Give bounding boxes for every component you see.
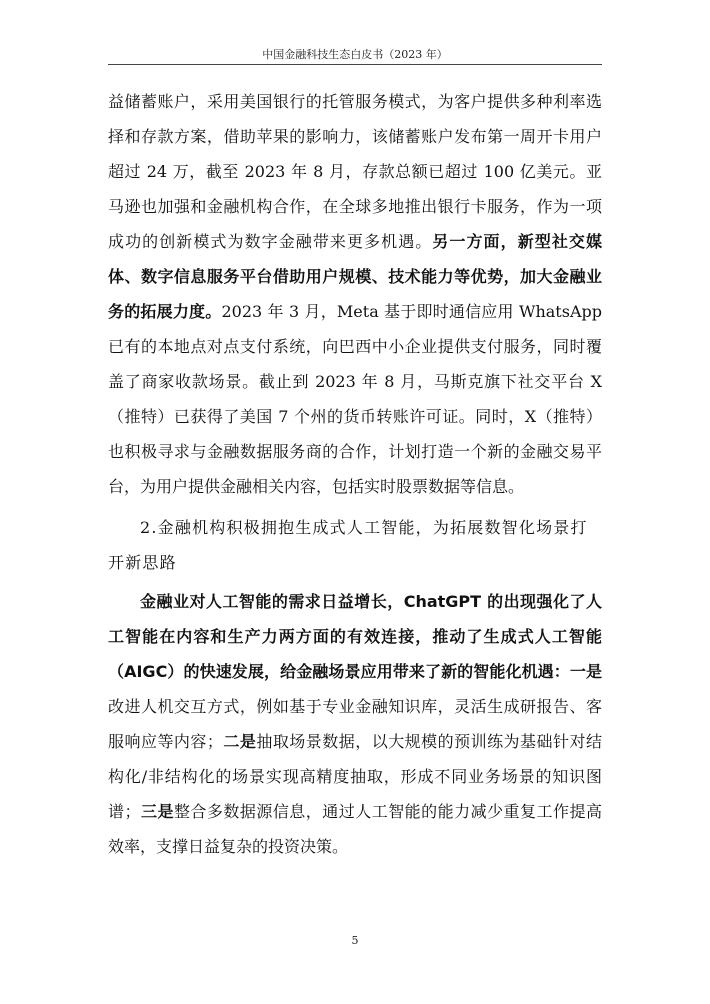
header-title: 中国金融科技生态白皮书（2023 年） — [262, 48, 448, 61]
page-header — [108, 46, 602, 65]
paragraph-1 — [108, 84, 602, 504]
point-1-text: 改进人机交互方式，例如基于专业金融知识库，灵活生成研报告、客服响应等内容； — [108, 697, 602, 751]
point-3-label: 三是 — [140, 802, 174, 821]
point-2-text: 抽取场景数据，以大规模的预训练为基础针对结构化/非结构化的场景实现高精度抽取，形成不同业务场景的知识图谱； — [108, 732, 602, 821]
paragraph-2 — [108, 584, 602, 864]
section-heading: 2.金融机构积极拥抱生成式人工智能，为拓展数智化场景打开新思路 — [108, 518, 588, 572]
point-2-label: 二是 — [222, 732, 257, 751]
para1-sentence-3: 2023 年 3 月，Meta 基于即时通信应用 WhatsApp 已有的本地点对点支付系统，向巴西中小企业提供支付服务，同时覆盖了商家收款场景。截止到 2023 年 8 月，马斯克旗下社交平台 X（推特）已获得了美国 7 个州的货币转账许可证。同时，X（推特）也积极寻求与金融数据服务商的合作，计划打造一个新的金融交易平台，为用户提供金融相关内容，包括实时股票数据等信息。 — [108, 302, 602, 496]
para2-lead: 金融业对人工智能的需求日益增长，ChatGPT 的出现强化了人工智能在内容和生产力两方面的有效连接，推动了生成式人工智能（AIGC）的快速发展，给金融场景应用带来了新的智能化机遇： — [108, 592, 602, 681]
page-number: 5 — [351, 934, 359, 947]
para1-sentence-1: 益储蓄账户，采用美国银行的托管服务模式，为客户提供多种利率选择和存款方案，借助苹果的影响力，该储蓄账户发布第一周开卡用户超过 24 万，截至 2023 年 8 月，存款总额已超过 100 亿美元。亚马逊也加强和金融机构合作，在全球多地推出银行卡服务，作为一项成功的创新模式为数字金融带来更多机遇。 — [108, 92, 602, 251]
page-content — [108, 84, 602, 864]
para1-bold-sentence: 另一方面，新型社交媒体、数字信息服务平台借助用户规模、技术能力等优势，加大金融业务的拓展力度。 — [108, 232, 602, 321]
point-1-label: 一是 — [569, 662, 602, 681]
point-3-text: 整合多数据源信息，通过人工智能的能力减少重复工作提高效率，支撑日益复杂的投资决策。 — [108, 802, 602, 856]
